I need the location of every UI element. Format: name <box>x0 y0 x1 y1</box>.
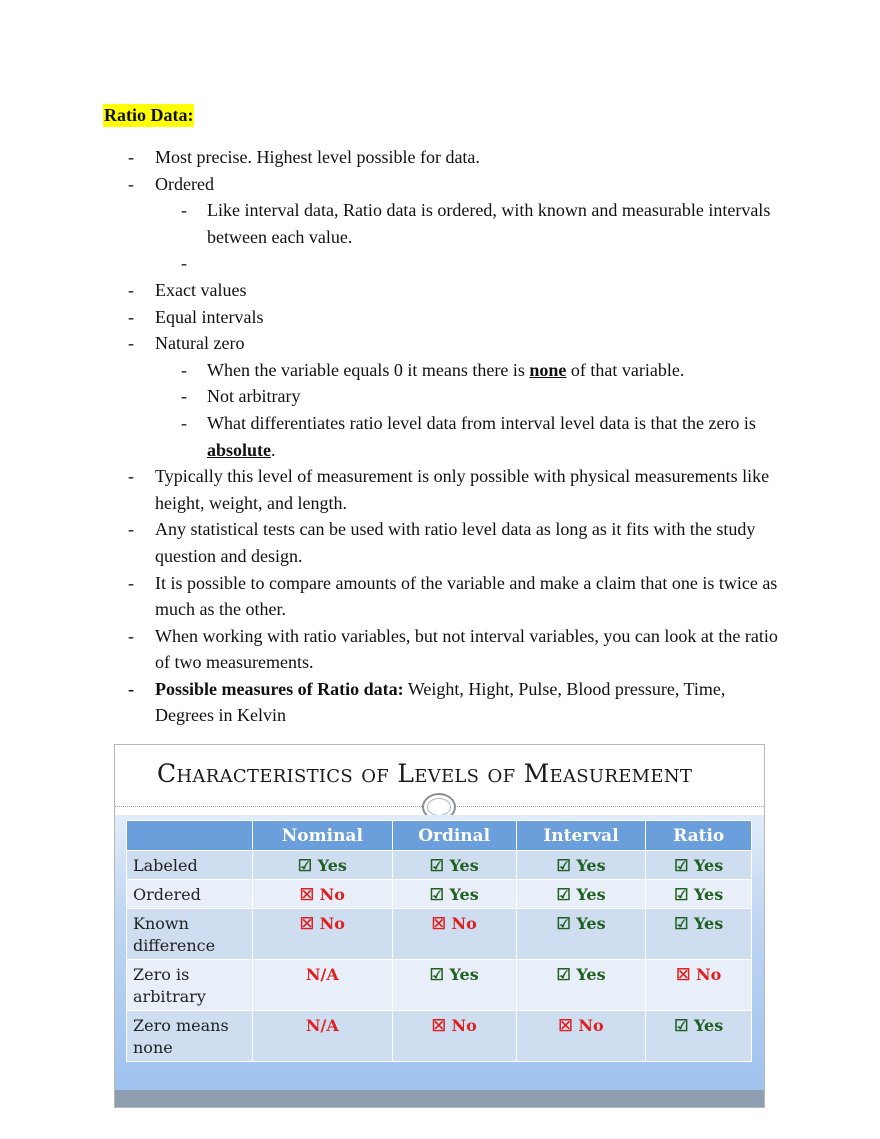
list-item <box>0 676 880 729</box>
levels-of-measurement-slide <box>114 744 765 1108</box>
bullet-text: Natural zero <box>155 333 245 354</box>
table-cell: ☒ No <box>392 909 516 960</box>
bullet-text: Not arbitrary <box>207 386 301 407</box>
table-header-interval: Interval <box>516 821 646 851</box>
bullet-dash: - <box>181 200 187 221</box>
row-label: Known difference <box>127 909 253 960</box>
table-cell: ☑ Yes <box>253 851 393 880</box>
bullet-dash: - <box>128 147 134 167</box>
list-item <box>0 277 880 304</box>
bullet-text: Like interval data, Ratio data is ordered, with known and measurable intervals between each value. <box>207 200 771 247</box>
bullet-text: Most precise. Highest level possible for data. <box>155 147 480 167</box>
list-item-empty <box>0 250 880 277</box>
bullet-text: Equal intervals <box>155 306 264 327</box>
bullet-dash: - <box>128 173 134 194</box>
table-header-ordinal: Ordinal <box>392 821 516 851</box>
table-cell: ☒ No <box>646 960 752 1011</box>
bullet-text: What differentiates ratio level data from interval level data is that the zero is absolute. <box>207 412 756 460</box>
list-item <box>0 463 880 516</box>
table-cell: ☒ No <box>253 880 393 909</box>
bullet-text: Possible measures of Ratio data: Weight, Hight, Pulse, Blood pressure, Time, Degrees in Kelvin <box>155 678 726 726</box>
bullet-dash: - <box>181 412 187 433</box>
bullet-text: When working with ratio variables, but not interval variables, you can look at the ratio of two measurements. <box>155 625 778 673</box>
table-row <box>127 880 752 909</box>
table-cell: ☑ Yes <box>516 851 646 880</box>
bullet-dash: - <box>128 625 134 646</box>
table-cell: ☑ Yes <box>646 1011 752 1062</box>
bullet-dash: - <box>128 678 134 699</box>
table-cell: ☒ No <box>516 1011 646 1062</box>
table-cell: ☑ Yes <box>516 909 646 960</box>
list-item <box>0 304 880 331</box>
section-heading: Ratio Data: <box>104 105 194 125</box>
bullet-text: Ordered <box>155 173 214 194</box>
table-cell: ☑ Yes <box>646 880 752 909</box>
table-row <box>127 1011 752 1062</box>
row-label: Ordered <box>127 880 253 909</box>
table-cell: ☑ Yes <box>392 851 516 880</box>
list-item <box>0 516 880 569</box>
table-cell: ☒ No <box>253 909 393 960</box>
table-cell: ☑ Yes <box>392 880 516 909</box>
row-label: Zero means none <box>127 1011 253 1062</box>
bullet-list <box>0 144 880 729</box>
measurement-table <box>126 820 752 1062</box>
bullet-dash: - <box>128 572 134 593</box>
table-row <box>127 851 752 880</box>
list-item <box>0 357 880 384</box>
table-header-ratio: Ratio <box>646 821 752 851</box>
table-header-nominal: Nominal <box>253 821 393 851</box>
table-cell: ☑ Yes <box>646 851 752 880</box>
table-header-corner <box>127 821 253 851</box>
bullet-text: When the variable equals 0 it means there is none of that variable. <box>207 359 685 380</box>
emphasis-none: none <box>529 359 567 380</box>
bullet-text: Any statistical tests can be used with ratio level data as long as it fits with the study question and design. <box>155 519 756 566</box>
table-cell: ☑ Yes <box>516 880 646 909</box>
bullet-dash: - <box>181 359 187 380</box>
list-item <box>0 623 880 676</box>
table-cell: N/A <box>253 1011 393 1062</box>
table-row <box>127 960 752 1011</box>
table-header-row <box>127 821 752 851</box>
bullet-dash: - <box>128 279 134 300</box>
table-cell: ☑ Yes <box>646 909 752 960</box>
bullet-dash: - <box>181 253 187 274</box>
table-cell: N/A <box>253 960 393 1011</box>
bullet-dash: - <box>128 333 134 354</box>
list-item <box>0 171 880 198</box>
bullet-text: It is possible to compare amounts of the variable and make a claim that one is twice as much as the other. <box>155 572 778 620</box>
emphasis-absolute: absolute <box>207 439 272 460</box>
list-item <box>0 197 880 250</box>
table-row <box>127 909 752 960</box>
slide-title: Characteristics of Levels of Measurement <box>157 759 693 788</box>
bullet-dash: - <box>128 519 134 540</box>
table-cell: ☑ Yes <box>516 960 646 1011</box>
slide-body <box>115 815 764 1107</box>
table-cell: ☒ No <box>392 1011 516 1062</box>
bullet-dash: - <box>128 306 134 327</box>
list-item <box>0 570 880 623</box>
bullet-dash: - <box>181 386 187 407</box>
slide-footer-bar <box>115 1090 764 1107</box>
list-item <box>0 383 880 410</box>
bullet-dash: - <box>128 466 134 487</box>
list-item <box>0 330 880 357</box>
bullet-text: Typically this level of measurement is only possible with physical measurements like height, weight, and length. <box>155 466 770 513</box>
table-cell: ☑ Yes <box>392 960 516 1011</box>
row-label: Labeled <box>127 851 253 880</box>
bullet-text: Exact values <box>155 279 247 300</box>
row-label: Zero is arbitrary <box>127 960 253 1011</box>
list-item <box>0 410 880 463</box>
list-item <box>0 144 880 171</box>
